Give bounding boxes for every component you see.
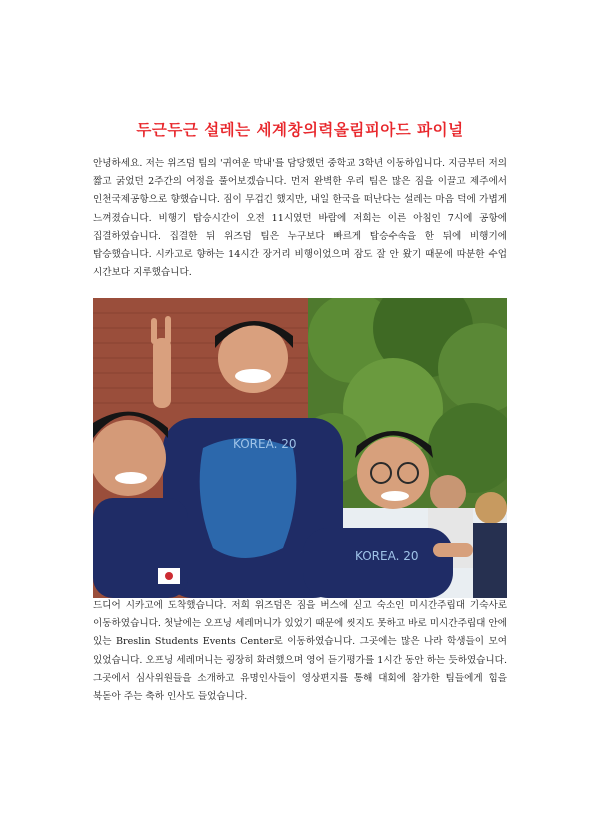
paragraph-arrival: 드디어 시카고에 도착했습니다. 저희 위즈덤은 짐을 버스에 싣고 숙소인 미시간주립대 기숙사로 이동하였습니다. 첫날에는 오프닝 세레머니가 있었기 때문에 씻지도 못하고 바로 미시간주립대 안에 있는 Breslin Students Events Center로 이동하였습니다. 그곳에는 많은 나라 학생들이 모여 있었습니다. 오프닝 세레머니는 굉장히 화려했으며 영어 듣기평가를 1시간 동안 하는 듯하였습니다. 그곳에서 심사위원들을 소개하고 유명인사들이 영상편지를 통해 대회에 참가한 팀들에게 힘을 북돋아 주는 축하 인사도 들었습니다. [93, 600, 507, 703]
paragraph-intro: 안녕하세요. 저는 위즈덤 팀의 '귀여운 막내'를 담당했던 중학교 3학년 이동하입니다. 지금부터 저의 짧고 굵었던 2주간의 여정을 풀어보겠습니다. 먼저 완벽한 우리 팀은 많은 짐을 이끌고 제주에서 인천국제공항으로 향했습니다. 짐이 무겁긴 했지만, 내일 한국을 떠난다는 설레는 마음 덕에 가볍게 느껴졌습니다. 비행기 탑승시간이 오전 11시였던 바람에 저희는 이른 아침인 7시에 공항에 집결하였습니다. 집결한 뒤 위즈덤 팀은 누구보다 빠르게 탑승수속을 한 뒤에 비행기에 탑승했습니다. 시카고로 향하는 14시간 장거리 비행이었으며 잠도 잘 안 왔기 때문에 따분한 수업 시간보다 지루했습니다. [93, 158, 507, 279]
shirt-text-center: KOREA. 20 [233, 437, 297, 451]
team-photo [93, 298, 507, 598]
shirt-text-right: KOREA. 20 [355, 549, 419, 563]
article-title: 두근두근 설레는 세계창의력올림피아드 파이널 [136, 121, 464, 139]
